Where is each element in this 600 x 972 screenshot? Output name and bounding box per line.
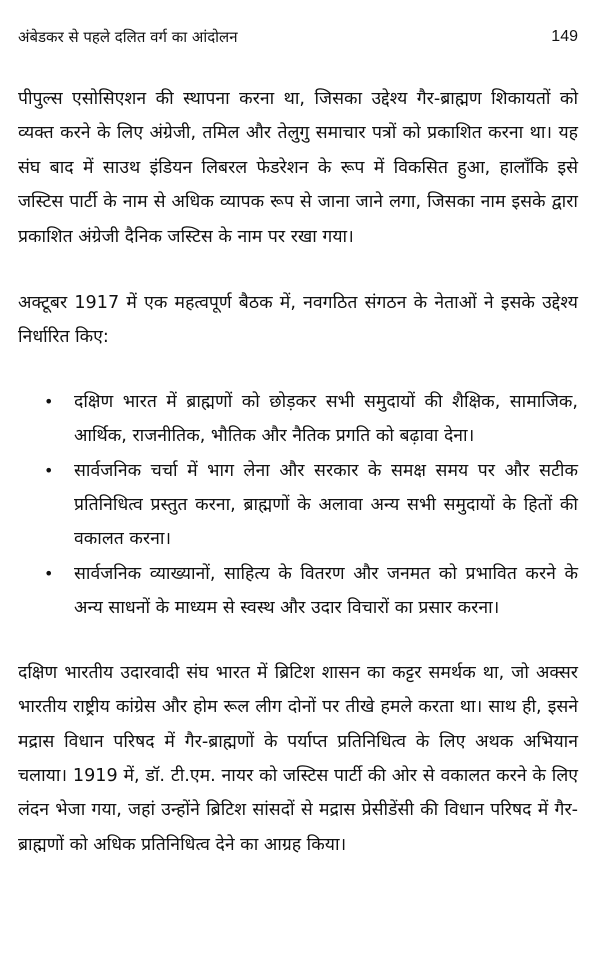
running-title: अंबेडकर से पहले दलित वर्ग का आंदोलन [18,28,238,46]
objectives-list [18,385,578,626]
list-item [44,454,578,557]
paragraph-1: पीपुल्स एसोसिएशन की स्थापना करना था, जिसका उद्देश्य गैर-ब्राह्मण शिकायतों को व्यक्त करने के लिए अंग्रेजी, तमिल और तेलुगु समाचार पत्रों को प्रकाशित करना था। यह संघ बाद में साउथ इंडियन लिबरल फेडरेशन के रूप में विकसित हुआ, हालाँकि इसे जस्टिस पार्टी के नाम से अधिक व्यापक रूप से जाना जाने लगा, जिसका नाम इसके द्वारा प्रकाशित अंग्रेजी दैनिक जस्टिस के नाम पर रखा गया। [18,89,578,247]
list-item [44,385,578,454]
paragraph-2: अक्टूबर 1917 में एक महत्वपूर्ण बैठक में, नवगठित संगठन के नेताओं ने इसके उद्देश्य निर्धारित किए: [18,293,578,348]
page-body [18,82,578,862]
list-item-text: सार्वजनिक चर्चा में भाग लेना और सरकार के समक्ष समय पर और सटीक प्रतिनिधित्व प्रस्तुत करना, ब्राह्मणों के अलावा अन्य सभी समुदायों के हितों की वकालत करना। [74,460,578,550]
list-item-text: सार्वजनिक व्याख्यानों, साहित्य के वितरण और जनमत को प्रभावित करने के अन्य साधनों के माध्यम से स्वस्थ और उदार विचारों का प्रसार करना। [74,563,578,619]
bullet-icon: • [44,460,54,480]
bullet-icon: • [44,391,54,411]
page-header [18,24,578,50]
page-number: 149 [551,28,578,45]
paragraph-3: दक्षिण भारतीय उदारवादी संघ भारत में ब्रिटिश शासन का कट्टर समर्थक था, जो अक्सर भारतीय राष्ट्रीय कांग्रेस और होम रूल लीग दोनों पर तीखे हमले करता था। साथ ही, इसने मद्रास विधान परिषद में गैर-ब्राह्मणों के पर्याप्त प्रतिनिधित्व के लिए अथक अभियान चलाया। 1919 में, डॉ. टी.एम. नायर को जस्टिस पार्टी की ओर से वकालत करने के लिए लंदन भेजा गया, जहां उन्होंने ब्रिटिश सांसदों से मद्रास प्रेसीडेंसी की विधान परिषद में गैर-ब्राह्मणों को अधिक प्रतिनिधित्व देने का आग्रह किया। [18,662,578,855]
list-item [44,557,578,626]
bullet-icon: • [44,563,54,583]
list-item-text: दक्षिण भारत में ब्राह्मणों को छोड़कर सभी समुदायों की शैक्षिक, सामाजिक, आर्थिक, राजनीतिक, भौतिक और नैतिक प्रगति को बढ़ावा देना। [74,391,578,447]
